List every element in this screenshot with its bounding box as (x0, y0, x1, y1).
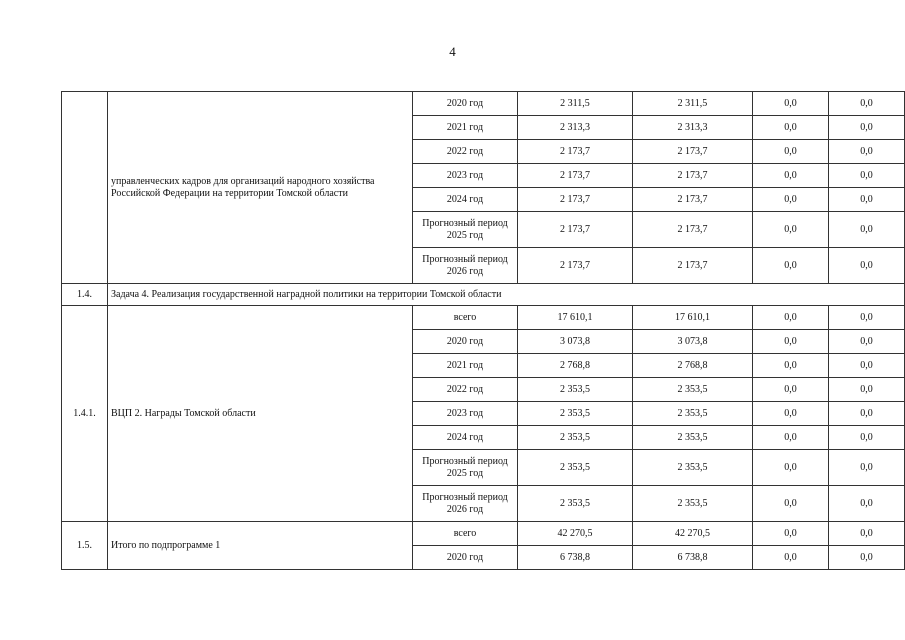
total-cell: 2 311,5 (518, 92, 633, 116)
value-cell: 0,0 (829, 378, 905, 402)
regional-cell: 2 353,5 (633, 378, 753, 402)
item-name-cell: управленческих кадров для организаций народного хозяйства Российской Федерации на территории Томской области (108, 92, 413, 284)
value-cell: 0,0 (829, 450, 905, 486)
value-cell: 0,0 (753, 212, 829, 248)
value-cell: 0,0 (753, 140, 829, 164)
value-cell: 0,0 (753, 546, 829, 570)
value-cell: 0,0 (829, 402, 905, 426)
value-cell: 0,0 (829, 546, 905, 570)
value-cell: 0,0 (829, 522, 905, 546)
regional-cell: 2 353,5 (633, 402, 753, 426)
table-row (62, 522, 905, 546)
total-cell: 2 313,3 (518, 116, 633, 140)
regional-cell: 42 270,5 (633, 522, 753, 546)
total-cell: 2 353,5 (518, 426, 633, 450)
year-cell: 2024 год (413, 188, 518, 212)
total-cell: 2 173,7 (518, 248, 633, 284)
regional-cell: 2 173,7 (633, 248, 753, 284)
year-cell: 2020 год (413, 330, 518, 354)
value-cell: 0,0 (753, 402, 829, 426)
value-cell: 0,0 (753, 486, 829, 522)
page-number: 4 (449, 44, 456, 59)
value-cell: 0,0 (829, 354, 905, 378)
task-title-cell: Задача 4. Реализация государственной наградной политики на территории Томской области (108, 284, 905, 306)
regional-cell: 2 173,7 (633, 164, 753, 188)
year-cell: 2024 год (413, 426, 518, 450)
value-cell: 0,0 (829, 140, 905, 164)
year-cell: Прогнозный период 2026 год (413, 248, 518, 284)
table-row (62, 284, 905, 306)
table-row (62, 92, 905, 116)
year-cell: всего (413, 522, 518, 546)
budget-table (61, 91, 905, 570)
regional-cell: 2 173,7 (633, 212, 753, 248)
value-cell: 0,0 (753, 378, 829, 402)
year-cell: 2023 год (413, 402, 518, 426)
regional-cell: 3 073,8 (633, 330, 753, 354)
regional-cell: 2 353,5 (633, 426, 753, 450)
value-cell: 0,0 (829, 486, 905, 522)
total-cell: 2 173,7 (518, 164, 633, 188)
total-cell: 2 173,7 (518, 212, 633, 248)
year-cell: 2023 год (413, 164, 518, 188)
total-cell: 2 173,7 (518, 140, 633, 164)
value-cell: 0,0 (753, 248, 829, 284)
value-cell: 0,0 (753, 450, 829, 486)
year-cell: Прогнозный период 2025 год (413, 212, 518, 248)
value-cell: 0,0 (829, 330, 905, 354)
value-cell: 0,0 (829, 92, 905, 116)
value-cell: 0,0 (829, 116, 905, 140)
total-cell: 2 768,8 (518, 354, 633, 378)
year-cell: всего (413, 306, 518, 330)
regional-cell: 2 768,8 (633, 354, 753, 378)
value-cell: 0,0 (753, 426, 829, 450)
regional-cell: 2 353,5 (633, 450, 753, 486)
total-cell: 3 073,8 (518, 330, 633, 354)
row-number-cell: 1.4. (62, 284, 108, 306)
regional-cell: 17 610,1 (633, 306, 753, 330)
year-cell: 2022 год (413, 378, 518, 402)
value-cell: 0,0 (829, 306, 905, 330)
total-cell: 2 173,7 (518, 188, 633, 212)
regional-cell: 2 353,5 (633, 486, 753, 522)
value-cell: 0,0 (829, 426, 905, 450)
row-number-cell: 1.4.1. (62, 306, 108, 522)
total-cell: 42 270,5 (518, 522, 633, 546)
item-name-cell: ВЦП 2. Награды Томской области (108, 306, 413, 522)
table-row (62, 306, 905, 330)
item-name-cell: Итого по подпрограмме 1 (108, 522, 413, 570)
total-cell: 6 738,8 (518, 546, 633, 570)
regional-cell: 6 738,8 (633, 546, 753, 570)
row-number-cell: 1.5. (62, 522, 108, 570)
year-cell: 2020 год (413, 92, 518, 116)
year-cell: 2021 год (413, 354, 518, 378)
value-cell: 0,0 (753, 188, 829, 212)
value-cell: 0,0 (829, 188, 905, 212)
year-cell: 2021 год (413, 116, 518, 140)
value-cell: 0,0 (753, 522, 829, 546)
value-cell: 0,0 (753, 92, 829, 116)
year-cell: 2022 год (413, 140, 518, 164)
total-cell: 2 353,5 (518, 486, 633, 522)
total-cell: 2 353,5 (518, 450, 633, 486)
value-cell: 0,0 (829, 212, 905, 248)
year-cell: Прогнозный период 2025 год (413, 450, 518, 486)
value-cell: 0,0 (753, 330, 829, 354)
value-cell: 0,0 (753, 354, 829, 378)
regional-cell: 2 173,7 (633, 140, 753, 164)
year-cell: Прогнозный период 2026 год (413, 486, 518, 522)
value-cell: 0,0 (753, 116, 829, 140)
value-cell: 0,0 (829, 248, 905, 284)
year-cell: 2020 год (413, 546, 518, 570)
total-cell: 2 353,5 (518, 378, 633, 402)
row-number-cell (62, 92, 108, 284)
total-cell: 2 353,5 (518, 402, 633, 426)
regional-cell: 2 173,7 (633, 188, 753, 212)
value-cell: 0,0 (829, 164, 905, 188)
value-cell: 0,0 (753, 306, 829, 330)
regional-cell: 2 313,3 (633, 116, 753, 140)
regional-cell: 2 311,5 (633, 92, 753, 116)
value-cell: 0,0 (753, 164, 829, 188)
total-cell: 17 610,1 (518, 306, 633, 330)
